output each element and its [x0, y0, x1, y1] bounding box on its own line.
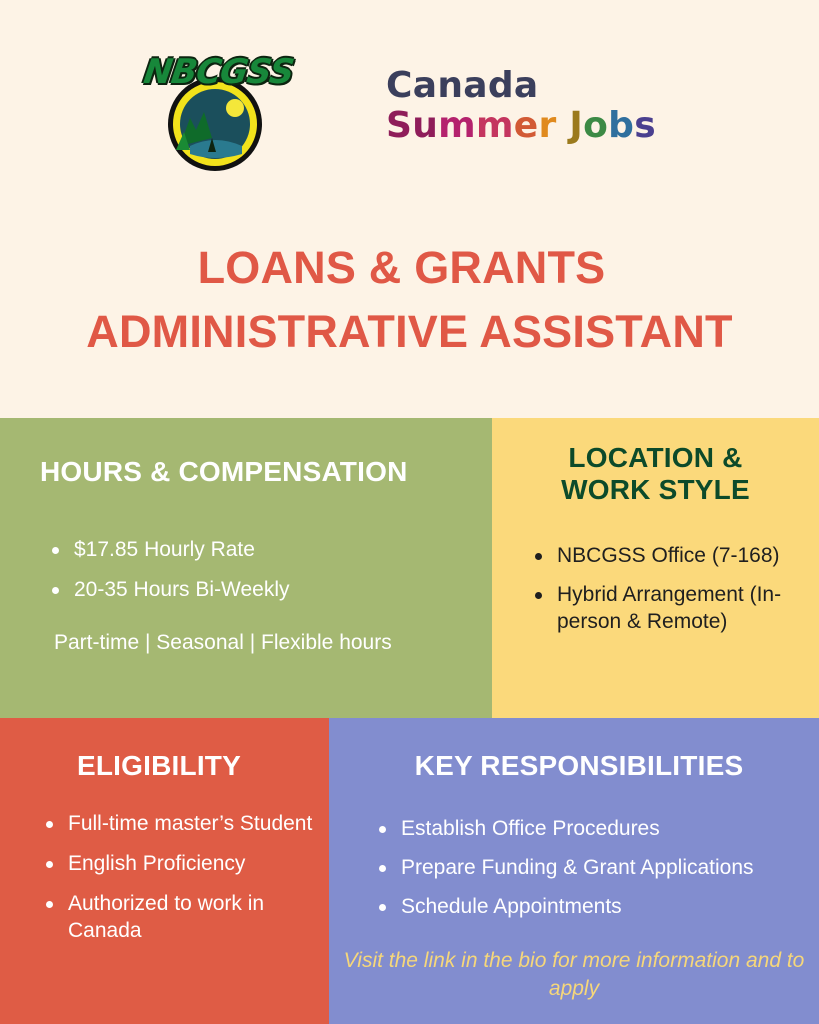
csj-line1: Canada — [386, 65, 539, 106]
title-line1: LOANS & GRANTS — [197, 242, 606, 293]
list-item: Hybrid Arrangement (In-person & Remote) — [533, 581, 803, 635]
canada-summer-jobs-logo — [386, 65, 656, 146]
hours-tags: Part-time | Seasonal | Flexible hours — [54, 631, 392, 654]
list-item: English Proficiency — [44, 850, 324, 877]
hours-heading: HOURS & COMPENSATION — [40, 456, 408, 487]
nbcgss-logo-text: NBCGSS — [141, 52, 296, 92]
location-list — [533, 542, 803, 647]
nbcgss-logo — [138, 46, 294, 172]
apply-cta-text: Visit the link in the bio for more information and to apply — [343, 949, 805, 1000]
header — [0, 0, 819, 418]
eligibility-list — [44, 810, 324, 957]
csj-line2: Summer Jobs — [386, 105, 656, 146]
list-item: Schedule Appointments — [377, 893, 817, 920]
location-heading-line2: WORK STYLE — [561, 474, 750, 506]
hours-list — [50, 536, 290, 616]
location-heading-line1: LOCATION & — [568, 442, 743, 473]
responsibilities-list — [377, 815, 817, 932]
list-item: $17.85 Hourly Rate — [50, 536, 290, 563]
location-heading — [492, 442, 819, 506]
list-item: Prepare Funding & Grant Applications — [377, 854, 817, 881]
list-item: 20-35 Hours Bi-Weekly — [50, 576, 290, 603]
list-item: Establish Office Procedures — [377, 815, 817, 842]
eligibility-heading: ELIGIBILITY — [77, 750, 241, 781]
title-line2: ADMINISTRATIVE ASSISTANT — [86, 306, 733, 357]
list-item: NBCGSS Office (7-168) — [533, 542, 803, 569]
list-item: Full-time master’s Student — [44, 810, 324, 837]
list-item: Authorized to work in Canada — [44, 890, 324, 944]
responsibilities-heading: KEY RESPONSIBILITIES — [414, 750, 744, 781]
